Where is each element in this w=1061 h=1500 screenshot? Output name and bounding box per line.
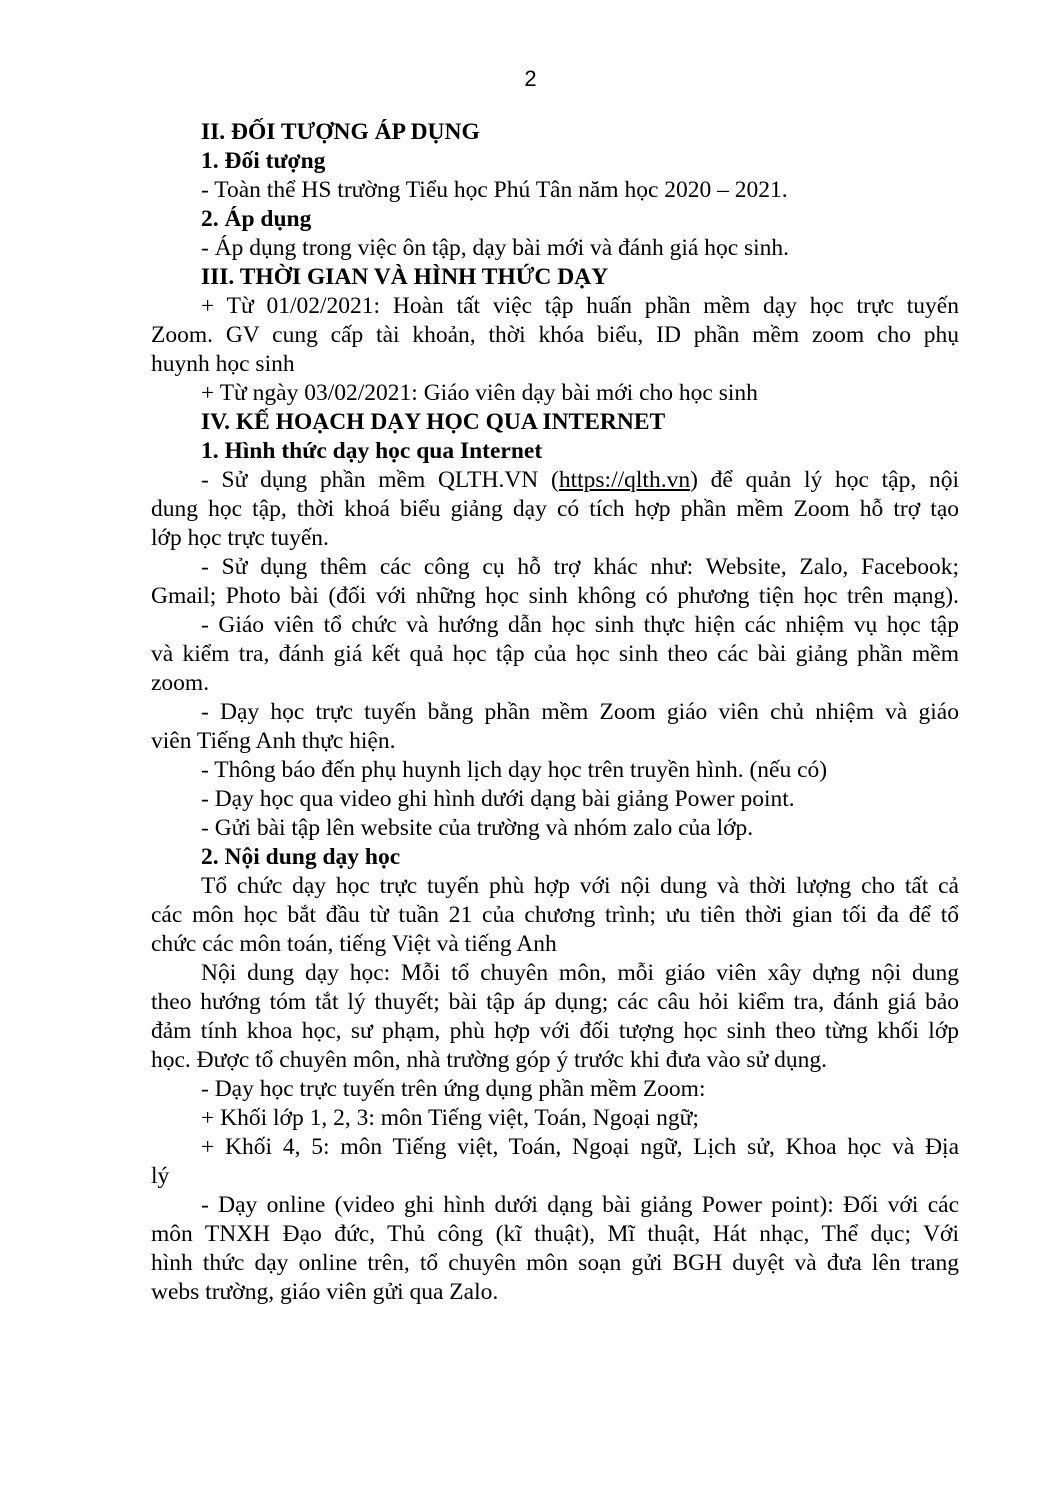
section-heading-ii: II. ĐỐI TƯỢNG ÁP DỤNG <box>201 119 480 145</box>
paragraph-line: + Khối 4, 5: môn Tiếng việt, Toán, Ngoại ngữ, Lịch sử, Khoa học và Địa <box>201 1134 959 1160</box>
paragraph-line: + Khối lớp 1, 2, 3: môn Tiếng việt, Toán, Ngoại ngữ; <box>201 1105 699 1131</box>
paragraph-line: - Dạy học qua video ghi hình dưới dạng bài giảng Power point. <box>201 786 795 812</box>
paragraph-line: - Dạy online (video ghi hình dưới dạng bài giảng Power point): Đối với các <box>201 1192 959 1218</box>
paragraph-line: + Từ ngày 03/02/2021: Giáo viên dạy bài mới cho học sinh <box>201 380 758 406</box>
paragraph-line: - Sử dụng thêm các công cụ hỗ trợ khác như: Website, Zalo, Facebook; <box>201 554 959 580</box>
paragraph-line: đảm tính khoa học, sư phạm, phù hợp với đối tượng học sinh theo từng khối lớp <box>151 1018 959 1044</box>
paragraph-ap-dung: - Áp dụng trong việc ôn tập, dạy bài mới và đánh giá học sinh. <box>201 235 790 261</box>
paragraph-line: zoom. <box>151 670 210 696</box>
subheading-hinh-thuc: 1. Hình thức dạy học qua Internet <box>201 438 543 464</box>
paragraph-line: và kiểm tra, đánh giá kết quả học tập của học sinh theo các bài giảng phần mềm <box>151 641 959 667</box>
paragraph-line: các môn học bắt đầu từ tuần 21 của chương trình; ưu tiên thời gian tối đa để tổ <box>151 902 959 928</box>
paragraph-line: webs trường, giáo viên gửi qua Zalo. <box>151 1279 499 1305</box>
paragraph-line: Gmail; Photo bài (đối với những học sinh không có phương tiện học trên mạng). <box>151 583 959 609</box>
paragraph-line: huynh học sinh <box>151 351 295 377</box>
paragraph-line: - Dạy học trực tuyến bằng phần mềm Zoom giáo viên chủ nhiệm và giáo <box>201 699 959 725</box>
paragraph-line: - Gửi bài tập lên website của trường và nhóm zalo của lớp. <box>201 815 754 841</box>
paragraph-line: lớp học trực tuyến. <box>151 525 329 551</box>
subheading-noi-dung: 2. Nội dung dạy học <box>201 844 401 870</box>
paragraph-line: + Từ 01/02/2021: Hoàn tất việc tập huấn phần mềm dạy học trực tuyến <box>201 293 959 319</box>
text-run: ) để quản lý học tập, nội <box>690 467 959 493</box>
paragraph-line: viên Tiếng Anh thực hiện. <box>151 728 396 754</box>
paragraph-line: học. Được tổ chuyên môn, nhà trường góp ý trước khi đưa vào sử dụng. <box>151 1047 827 1073</box>
paragraph-line: Tổ chức dạy học trực tuyến phù hợp với nội dung và thời lượng cho tất cả <box>201 873 959 899</box>
qlth-link[interactable]: https://qlth.vn <box>558 467 691 493</box>
subheading-doi-tuong: 1. Đối tượng <box>201 148 326 174</box>
paragraph-line: theo hướng tóm tắt lý thuyết; bài tập áp dụng; các câu hỏi kiểm tra, đánh giá bảo <box>151 989 959 1015</box>
section-heading-iii: III. THỜI GIAN VÀ HÌNH THỨC DẠY <box>201 264 609 290</box>
paragraph-line: Zoom. GV cung cấp tài khoản, thời khóa biểu, ID phần mềm zoom cho phụ <box>151 322 959 348</box>
paragraph-doi-tuong: - Toàn thể HS trường Tiểu học Phú Tân năm học 2020 – 2021. <box>201 177 788 203</box>
section-heading-iv: IV. KẾ HOẠCH DẠY HỌC QUA INTERNET <box>201 409 666 435</box>
paragraph-line: - Giáo viên tổ chức và hướng dẫn học sinh thực hiện các nhiệm vụ học tập <box>201 612 959 638</box>
subheading-ap-dung: 2. Áp dụng <box>201 206 312 232</box>
document-body <box>151 118 959 1307</box>
paragraph-line: hình thức dạy online trên, tổ chuyên môn soạn gửi BGH duyệt và đưa lên trang <box>151 1250 959 1276</box>
paragraph-line: chức các môn toán, tiếng Việt và tiếng Anh <box>151 931 557 957</box>
paragraph-line: lý <box>151 1163 170 1189</box>
paragraph-line: - Thông báo đến phụ huynh lịch dạy học trên truyền hình. (nếu có) <box>201 757 828 783</box>
text-run: - Sử dụng phần mềm QLTH.VN ( <box>201 467 559 493</box>
paragraph-line: - Dạy học trực tuyến trên ứng dụng phần mềm Zoom: <box>201 1076 706 1102</box>
paragraph-line: Nội dung dạy học: Mỗi tổ chuyên môn, mỗi giáo viên xây dựng nội dung <box>201 960 959 986</box>
paragraph-line <box>151 466 959 495</box>
paragraph-line: dung học tập, thời khoá biểu giảng dạy có tích hợp phần mềm Zoom hỗ trợ tạo <box>151 496 959 522</box>
paragraph-line: môn TNXH Đạo đức, Thủ công (kĩ thuật), Mĩ thuật, Hát nhạc, Thể dục; Với <box>151 1221 959 1247</box>
page-number: 2 <box>524 66 537 91</box>
